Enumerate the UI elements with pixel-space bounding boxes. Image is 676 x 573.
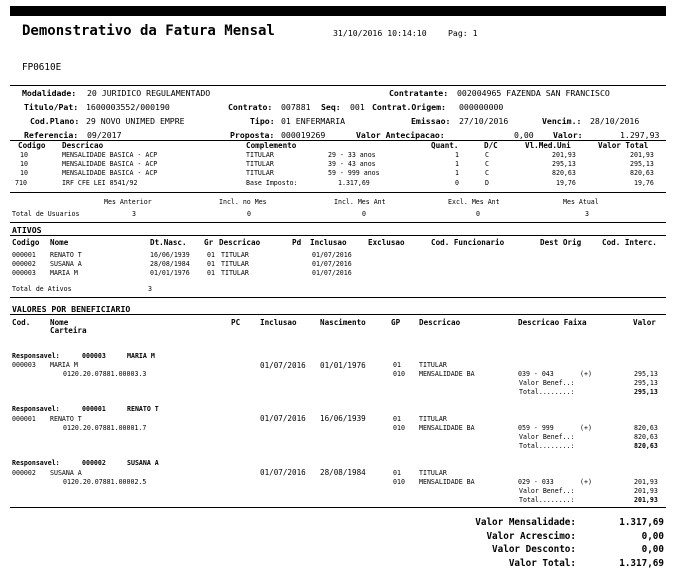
item-codigo: 710 — [15, 179, 27, 187]
divider — [10, 85, 666, 86]
total-mensalidade-value: 1.317,69 — [619, 517, 664, 528]
benef-total: 201,93 — [634, 496, 658, 504]
benef-nome: MARIA M — [50, 361, 78, 369]
item-dc: C — [485, 169, 489, 177]
benef-gp: 010 — [393, 478, 405, 486]
report-code: FP0610E — [22, 62, 62, 73]
benef-nascimento: 16/06/1939 — [320, 414, 366, 423]
benef-header-pc: PC — [231, 318, 241, 327]
item-dc: C — [485, 160, 489, 168]
ativos-header-pd: Pd — [292, 238, 302, 247]
item-faixa: 59 - 999 anos — [328, 169, 380, 177]
ativo-nome: RENATO T — [50, 251, 82, 259]
item-total: 295,13 — [630, 160, 654, 168]
benef-cod: 000001 — [12, 415, 36, 423]
item-quant: 1 — [455, 151, 459, 159]
item-codigo: 10 — [20, 151, 28, 159]
benef-valor: 295,13 — [634, 379, 658, 387]
divider — [10, 222, 666, 223]
ativo-inclusao: 01/07/2016 — [312, 269, 352, 277]
responsavel-name: SUSANA A — [127, 459, 159, 467]
vencim-value: 28/10/2016 — [590, 116, 640, 126]
benef-total: 820,63 — [634, 442, 658, 450]
users-value: 0 — [476, 210, 480, 218]
tipo-label: Tipo: — [250, 116, 275, 126]
proposta-label: Proposta: — [230, 130, 275, 140]
origem-value: 000000000 — [459, 102, 504, 112]
items-header-total: Valor Total — [598, 141, 649, 150]
antecipacao-label: Valor Antecipacao: — [356, 130, 445, 140]
ativo-codigo: 000001 — [12, 251, 36, 259]
report-datetime: 31/10/2016 10:14:10 — [333, 28, 427, 38]
vencim-label: Vencim.: — [542, 116, 582, 126]
item-dc: D — [485, 179, 489, 187]
benef-valor-label: Valor Benef..: — [519, 487, 575, 495]
item-unit: 201,93 — [552, 151, 576, 159]
benef-header-valor: Valor — [633, 318, 656, 327]
seq-label: Seq: — [321, 102, 341, 112]
benef-faixa: 029 - 033 — [518, 478, 554, 486]
items-header-complemento: Complemento — [246, 141, 297, 150]
referencia-label: Referencia: — [24, 130, 79, 140]
benef-carteira: 0120.20.07881.00001.7 — [63, 424, 147, 432]
antecipacao-value: 0,00 — [514, 130, 534, 140]
users-value: 0 — [247, 210, 251, 218]
item-total: 19,76 — [634, 179, 654, 187]
benef-cod: 000003 — [12, 361, 36, 369]
benef-total-label: Total........: — [519, 388, 575, 396]
origem-label: Contrat.Origem: — [372, 102, 446, 112]
benef-total-label: Total........: — [519, 442, 575, 450]
divider — [10, 235, 666, 236]
benef-inclusao: 01/07/2016 — [260, 414, 306, 423]
ativos-title: ATIVOS — [12, 225, 42, 235]
valor-value: 1.297,93 — [620, 130, 660, 140]
benef-plus: (+) — [580, 424, 592, 432]
item-descricao: MENSALIDADE BASICA - ACP — [62, 160, 158, 168]
benef-descricao: TITULAR — [419, 361, 447, 369]
benef-descricao: TITULAR — [419, 415, 447, 423]
item-descricao: MENSALIDADE BASICA - ACP — [62, 169, 158, 177]
ativos-total-label: Total de Ativos — [12, 285, 72, 293]
ativo-gr: 01 — [207, 269, 215, 277]
benef-nome: RENATO T — [50, 415, 82, 423]
ativo-nome: SUSANA A — [50, 260, 82, 268]
ativos-header-descricao: Descricao — [219, 238, 261, 247]
modalidade-value: 20 JURIDICO REGULAMENTADO — [87, 88, 211, 98]
benef-gp: 010 — [393, 370, 405, 378]
top-black-bar — [10, 6, 666, 16]
item-codigo: 10 — [20, 160, 28, 168]
total-acrescimo-value: 0,00 — [641, 531, 664, 542]
items-header-quant: Quant. — [431, 141, 459, 150]
page-number: Pag: 1 — [448, 28, 478, 38]
benef-carteira: 0120.20.07881.00002.5 — [63, 478, 147, 486]
benef-header-faixa: Descricao Faixa — [518, 318, 587, 327]
ativos-header-inclusao: Inclusao — [310, 238, 347, 247]
tipo-value: 01 ENFERMARIA — [281, 116, 346, 126]
responsavel-label: Responsavel: — [12, 405, 60, 413]
item-complemento: TITULAR — [246, 160, 274, 168]
benef-descricao: MENSALIDADE BA — [419, 478, 475, 486]
item-complemento: TITULAR — [246, 169, 274, 177]
titulo-value: 1600003552/000190 — [86, 102, 170, 112]
divider — [10, 192, 666, 193]
ativo-inclusao: 01/07/2016 — [312, 251, 352, 259]
emissao-label: Emissao: — [411, 116, 451, 126]
responsavel-code: 000003 — [82, 352, 106, 360]
modalidade-label: Modalidade: — [22, 88, 77, 98]
total-desconto-label: Valor Desconto: — [492, 544, 576, 555]
users-value: 0 — [362, 210, 366, 218]
benef-total: 295,13 — [634, 388, 658, 396]
benef-cod: 000002 — [12, 469, 36, 477]
responsavel-code: 000001 — [82, 405, 106, 413]
users-header-excl-ant: Excl. Mes Ant — [448, 198, 500, 206]
ativo-inclusao: 01/07/2016 — [312, 260, 352, 268]
item-unit: 820,63 — [552, 169, 576, 177]
responsavel-name: MARIA M — [127, 352, 155, 360]
benef-valor: 201,93 — [634, 487, 658, 495]
benef-carteira: 0120.20.07881.00003.3 — [63, 370, 147, 378]
benef-valor: 820,63 — [634, 433, 658, 441]
proposta-value: 000019269 — [281, 130, 326, 140]
benef-descricao: MENSALIDADE BA — [419, 370, 475, 378]
benef-gp: 010 — [393, 424, 405, 432]
benef-header-nascimento: Nascimento — [320, 318, 366, 327]
benef-header-nome: Nome — [50, 318, 69, 327]
item-descricao: IRF CFE LEI 8541/92 — [62, 179, 138, 187]
item-quant: 1 — [455, 169, 459, 177]
valor-label: Valor: — [553, 130, 583, 140]
benef-faixa: 059 - 999 — [518, 424, 554, 432]
item-quant: 0 — [455, 179, 459, 187]
ativo-nasc: 01/01/1976 — [150, 269, 190, 277]
items-header-codigo: Codigo — [18, 141, 46, 150]
ativo-desc: TITULAR — [221, 269, 249, 277]
benef-gp: 01 — [393, 415, 401, 423]
seq-value: 001 — [350, 102, 365, 112]
ativos-header-gr: Gr — [204, 238, 214, 247]
item-faixa: 39 - 43 anos — [328, 160, 376, 168]
divider — [10, 297, 666, 298]
ativo-desc: TITULAR — [221, 260, 249, 268]
total-mensalidade-label: Valor Mensalidade: — [475, 517, 576, 528]
item-faixa: 29 - 33 anos — [328, 151, 376, 159]
benef-total-label: Total........: — [519, 496, 575, 504]
benef-descricao: TITULAR — [419, 469, 447, 477]
ativos-header-nasc: Dt.Nasc. — [150, 238, 187, 247]
users-value: 3 — [132, 210, 136, 218]
total-geral-label: Valor Total: — [508, 558, 576, 569]
benef-inclusao: 01/07/2016 — [260, 468, 306, 477]
item-total: 820,63 — [630, 169, 654, 177]
contrato-label: Contrato: — [228, 102, 273, 112]
item-quant: 1 — [455, 160, 459, 168]
beneficiarios-title: VALORES POR BENEFICIARIO — [12, 304, 131, 314]
contrato-value: 007881 — [281, 102, 311, 112]
items-header-descricao: Descricao — [62, 141, 104, 150]
benef-gp: 01 — [393, 361, 401, 369]
users-header-incl-mes: Incl. no Mes — [219, 198, 267, 206]
benef-valor-label: Valor Benef..: — [519, 433, 575, 441]
benef-nascimento: 28/08/1984 — [320, 468, 366, 477]
benef-nascimento: 01/01/1976 — [320, 361, 366, 370]
ativo-nasc: 16/06/1939 — [150, 251, 190, 259]
plano-label: Cod.Plano: — [30, 116, 80, 126]
total-desconto-value: 0,00 — [641, 544, 664, 555]
users-header-atual: Mes Atual — [563, 198, 599, 206]
ativos-total-value: 3 — [148, 285, 152, 293]
titulo-label: Titulo/Pat: — [24, 102, 79, 112]
benef-inclusao: 01/07/2016 — [260, 361, 306, 370]
ativo-codigo: 000002 — [12, 260, 36, 268]
benef-descricao: MENSALIDADE BA — [419, 424, 475, 432]
benef-header-gp: GP — [391, 318, 401, 327]
referencia-value: 09/2017 — [87, 130, 122, 140]
item-dc: C — [485, 151, 489, 159]
contratante-value: 002004965 FAZENDA SAN FRANCISCO — [457, 88, 610, 98]
ativos-header-funcionario: Cod. Funcionario — [431, 238, 505, 247]
benef-header-inclusao: Inclusao — [260, 318, 297, 327]
ativo-gr: 01 — [207, 260, 215, 268]
responsavel-label: Responsavel: — [12, 352, 60, 360]
items-header-dc: D/C — [484, 141, 498, 150]
item-unit: 295,13 — [552, 160, 576, 168]
responsavel-code: 000002 — [82, 459, 106, 467]
ativo-desc: TITULAR — [221, 251, 249, 259]
ativos-header-exclusao: Exclusao — [368, 238, 405, 247]
benef-valor: 820,63 — [634, 424, 658, 432]
benef-nome: SUSANA A — [50, 469, 82, 477]
users-header-incl-ant: Incl. Mes Ant — [334, 198, 386, 206]
users-value: 3 — [585, 210, 589, 218]
ativos-header-interc: Cod. Interc. — [602, 238, 657, 247]
item-descricao: MENSALIDADE BASICA - ACP — [62, 151, 158, 159]
contratante-label: Contratante: — [389, 88, 449, 98]
benef-valor: 295,13 — [634, 370, 658, 378]
ativos-header-codigo: Codigo — [12, 238, 40, 247]
item-unit: 19,76 — [556, 179, 576, 187]
page-title: Demonstrativo da Fatura Mensal — [22, 23, 275, 39]
responsavel-label: Responsavel: — [12, 459, 60, 467]
benef-valor-label: Valor Benef..: — [519, 379, 575, 387]
ativo-codigo: 000003 — [12, 269, 36, 277]
benef-plus: (+) — [580, 478, 592, 486]
benef-valor: 201,93 — [634, 478, 658, 486]
item-faixa: 1.317,69 — [338, 179, 370, 187]
item-total: 201,93 — [630, 151, 654, 159]
plano-value: 29 NOVO UNIMED EMPRE — [86, 116, 185, 126]
item-complemento: TITULAR — [246, 151, 274, 159]
users-total-label: Total de Usuarios — [12, 210, 80, 218]
ativos-header-nome: Nome — [50, 238, 69, 247]
emissao-value: 27/10/2016 — [459, 116, 509, 126]
benef-faixa: 039 - 043 — [518, 370, 554, 378]
divider — [10, 314, 666, 315]
ativo-nome: MARIA M — [50, 269, 78, 277]
ativo-nasc: 28/08/1984 — [150, 260, 190, 268]
total-geral-value: 1.317,69 — [619, 558, 664, 569]
ativo-gr: 01 — [207, 251, 215, 259]
benef-gp: 01 — [393, 469, 401, 477]
item-complemento: Base Imposto: — [246, 179, 298, 187]
users-header-anterior: Mes Anterior — [104, 198, 152, 206]
responsavel-name: RENATO T — [127, 405, 159, 413]
benef-header-cod: Cod. — [12, 318, 31, 327]
benef-header-carteira: Carteira — [50, 326, 87, 335]
total-acrescimo-label: Valor Acrescimo: — [486, 531, 576, 542]
item-codigo: 10 — [20, 169, 28, 177]
benef-header-descricao: Descricao — [419, 318, 461, 327]
ativos-header-dest: Dest Orig — [540, 238, 582, 247]
divider — [10, 507, 666, 508]
items-header-unit: Vl.Med.Uni — [525, 141, 571, 150]
benef-plus: (+) — [580, 370, 592, 378]
